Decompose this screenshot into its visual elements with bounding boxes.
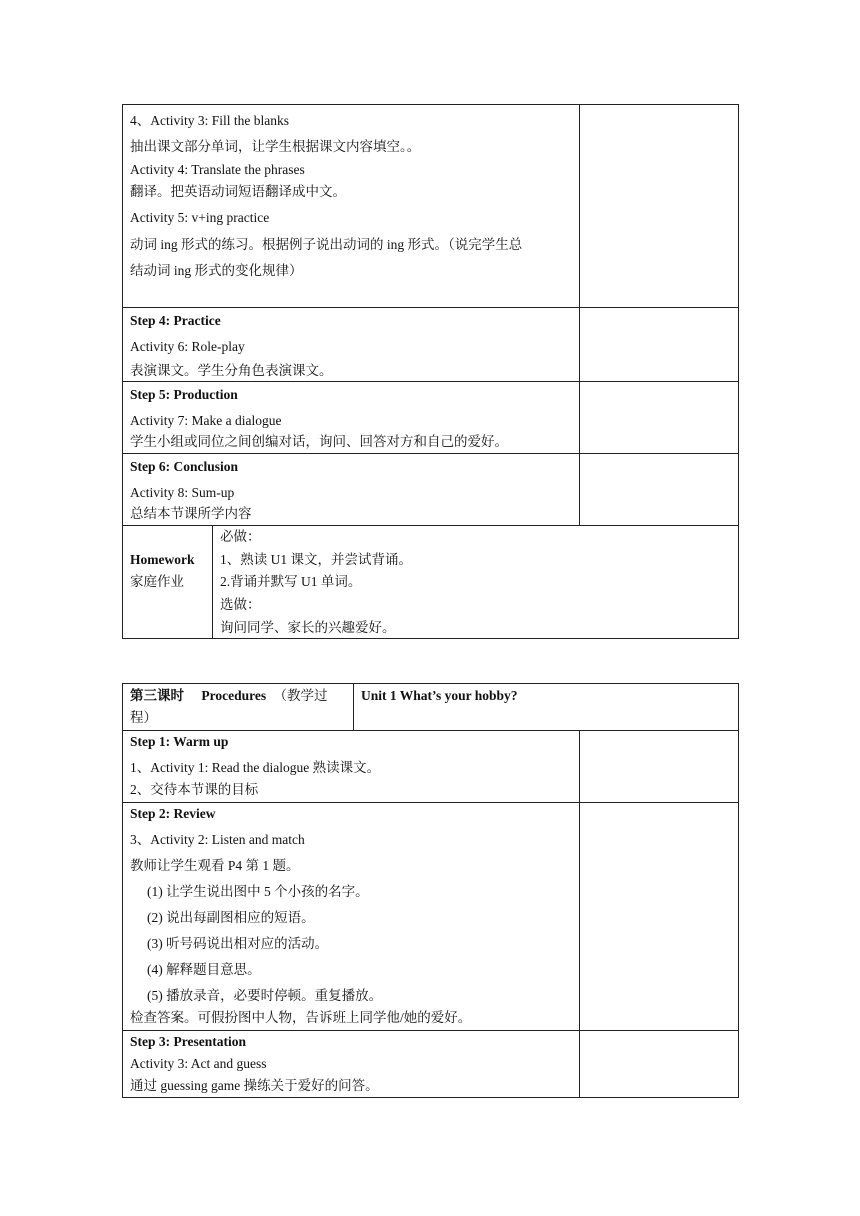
step-list-item: (3) 听号码说出相对应的活动。 xyxy=(147,936,329,951)
step-line: 通过 guessing game 操练关于爱好的问答。 xyxy=(130,1078,379,1093)
header-period-cell xyxy=(130,684,352,730)
activity-line: Activity 4: Translate the phrases xyxy=(130,162,305,177)
homework-line: 2.背诵并默写 U1 单词。 xyxy=(220,574,362,589)
activity-line: 4、Activity 3: Fill the blanks xyxy=(130,113,289,128)
lesson-table-1 xyxy=(122,104,739,639)
step-list-item: (1) 让学生说出图中 5 个小孩的名字。 xyxy=(147,884,369,899)
activities-cell xyxy=(130,105,578,307)
step1-cell xyxy=(130,730,578,802)
homework-line: 选做： xyxy=(220,597,261,612)
step-title: Step 4: Practice xyxy=(130,313,221,328)
period-label: 第三课时 xyxy=(130,688,184,703)
step-line: Activity 7: Make a dialogue xyxy=(130,413,282,428)
homework-label: Homework xyxy=(130,552,195,567)
header-period-line-2: 程） xyxy=(130,710,157,725)
activity-line: 结动词 ing 形式的变化规律） xyxy=(130,263,303,278)
activity-line: 动词 ing 形式的练习。根据例子说出动词的 ing 形式。（说完学生总 xyxy=(130,237,523,252)
step-title: Step 3: Presentation xyxy=(130,1034,246,1049)
unit-title-cell xyxy=(361,684,737,730)
step-title: Step 6: Conclusion xyxy=(130,459,239,474)
activity-line: 翻译。把英语动词短语翻译成中文。 xyxy=(130,184,346,199)
step-line: 教师让学生观看 P4 第 1 题。 xyxy=(130,858,300,873)
homework-content-cell xyxy=(220,525,730,638)
column-divider xyxy=(212,525,213,638)
step-line: 3、Activity 2: Listen and match xyxy=(130,832,305,847)
step-line: Activity 6: Role-play xyxy=(130,339,245,354)
step-title: Step 1: Warm up xyxy=(130,734,229,749)
step-line: 1、Activity 1: Read the dialogue 熟读课文。 xyxy=(130,760,381,775)
activity-line: 抽出课文部分单词，让学生根据课文内容填空。。 xyxy=(130,139,421,154)
step-list-item: (2) 说出每副图相应的短语。 xyxy=(147,910,315,925)
lesson-table-2 xyxy=(122,683,739,1098)
step-line: 学生小组或同位之间创编对话，询问、回答对方和自己的爱好。 xyxy=(130,434,508,449)
step-title: Step 2: Review xyxy=(130,806,216,821)
step-title: Step 5: Production xyxy=(130,387,238,402)
step3-cell xyxy=(130,1030,578,1097)
step-line: 检查答案。可假扮图中人物，告诉班上同学他/她的爱好。 xyxy=(130,1010,472,1025)
homework-line: 询问同学、家长的兴趣爱好。 xyxy=(220,620,396,635)
homework-label-cell xyxy=(130,525,212,638)
activity-line: Activity 5: v+ing practice xyxy=(130,210,270,225)
step-line: Activity 8: Sum-up xyxy=(130,485,235,500)
procedures-cn-label: （教学过 xyxy=(273,688,328,703)
step-line: 总结本节课所学内容 xyxy=(130,506,252,521)
column-divider xyxy=(579,730,580,1097)
step-list-item: (4) 解释题目意思。 xyxy=(147,962,261,977)
step-line: Activity 3: Act and guess xyxy=(130,1056,267,1071)
header-period-line xyxy=(130,687,328,705)
notes-cell xyxy=(580,105,738,307)
procedures-label: Procedures xyxy=(201,688,267,703)
step6-cell xyxy=(130,453,578,525)
step4-cell xyxy=(130,307,578,381)
homework-label-cn: 家庭作业 xyxy=(130,574,184,589)
step-line: 表演课文。学生分角色表演课文。 xyxy=(130,363,333,378)
homework-line: 1、熟读 U1 课文，并尝试背诵。 xyxy=(220,552,412,567)
homework-line: 必做： xyxy=(220,529,261,544)
step-line: 2、交待本节课的目标 xyxy=(130,782,259,797)
step5-cell xyxy=(130,381,578,453)
step-list-item: (5) 播放录音，必要时停顿。重复播放。 xyxy=(147,988,383,1003)
step2-cell xyxy=(130,802,578,1030)
column-divider xyxy=(353,684,354,730)
unit-title: Unit 1 What’s your hobby? xyxy=(361,688,518,703)
